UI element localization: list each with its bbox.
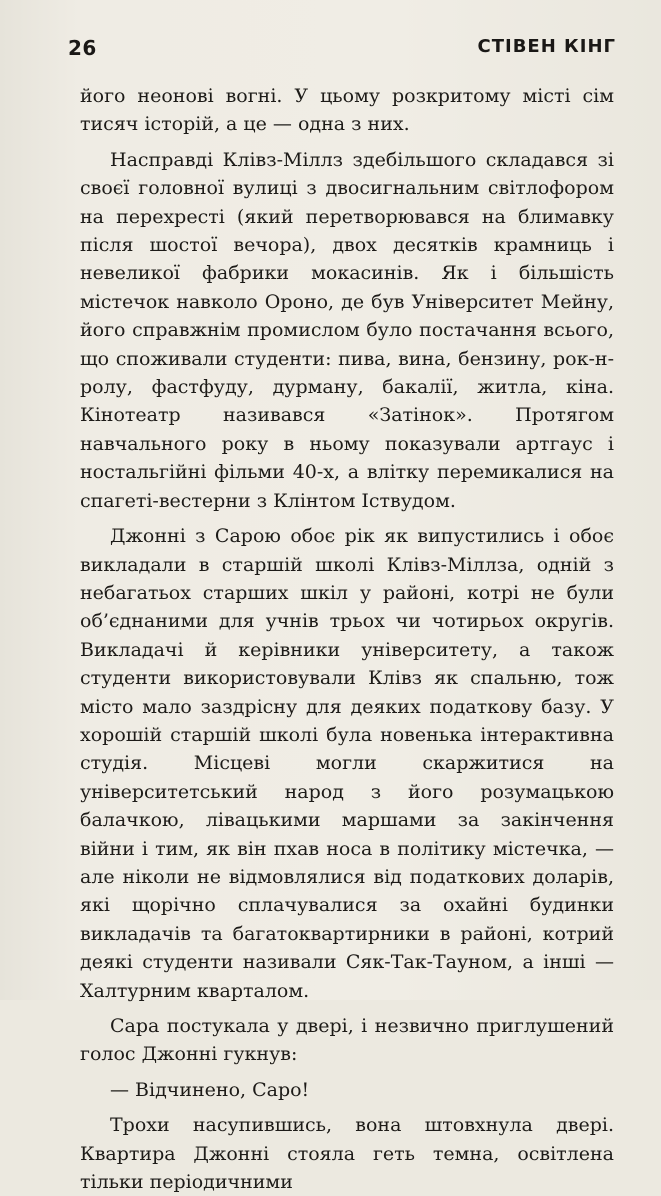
paragraph: Сара постукала у двері, і незвично приглушений голос Джонні гукнув: (80, 1015, 614, 1066)
page-header (68, 36, 616, 66)
running-head-author: СТІВЕН КІНГ (477, 36, 616, 57)
page-number: 26 (68, 36, 97, 60)
paragraph: його неонові вогні. У цьому розкритому місті сім тисяч історій, а це — одна з них. (80, 85, 614, 136)
paragraph: — Відчинено, Саро! (110, 1078, 310, 1101)
paragraph: Трохи насупившись, вона штовхнула двері. Квартира Джонні стояла геть темна, освітлена тільки періодичними (80, 1114, 614, 1194)
paragraph: Насправді Клівз-Міллз здебільшого складався зі своєї головної вулиці з двосигнальним світлофором на перехресті (який перетворювався на блимавку після шостої вечора), двох десятків крамниць і невеликої фабрики мокасинів. Як і більшість містечок навколо Ороно, де був Університет Мейну, його справжнім промислом було постачання всього, що споживали студенти: пива, вина, бензину, рок-н-ролу, фастфуду, дурману, бакалії, житла, кіна. Кінотеатр називався «Затінок». Протягом навчального року в ньому показували артгаус і ностальгійні фільми 40-х, а влітку перемикалися на спагеті-вестерни з Клінтом Іствудом. (80, 148, 614, 512)
body-text (80, 82, 614, 1196)
paragraph: Джонні з Сарою обоє рік як випустились і обоє викладали в старшій школі Клівз-Міллза, одній з небагатьох старших шкіл у районі, котрі не були об’єднаними для учнів трьох чи чотирьох округів. Викладачі й керівники університету, а також студенти використовували Клівз як спальню, тож місто мало заздрісну для деяких податкову базу. У хорошій старшій школі була новенька інтерактивна студія. Місцеві могли скаржитися на університетський народ з його розумацькою балачкою, лівацькими маршами за закінчення війни і тим, як він пхав носа в політику містечка, — але ніколи не відмовлялися від податкових доларів, які щорічно сплачувалися за охайні будинки викладачів та багатоквартирники в районі, котрий деякі студенти називали Сяк-Так-Тауном, а інші — Халтурним кварталом. (80, 525, 614, 1002)
